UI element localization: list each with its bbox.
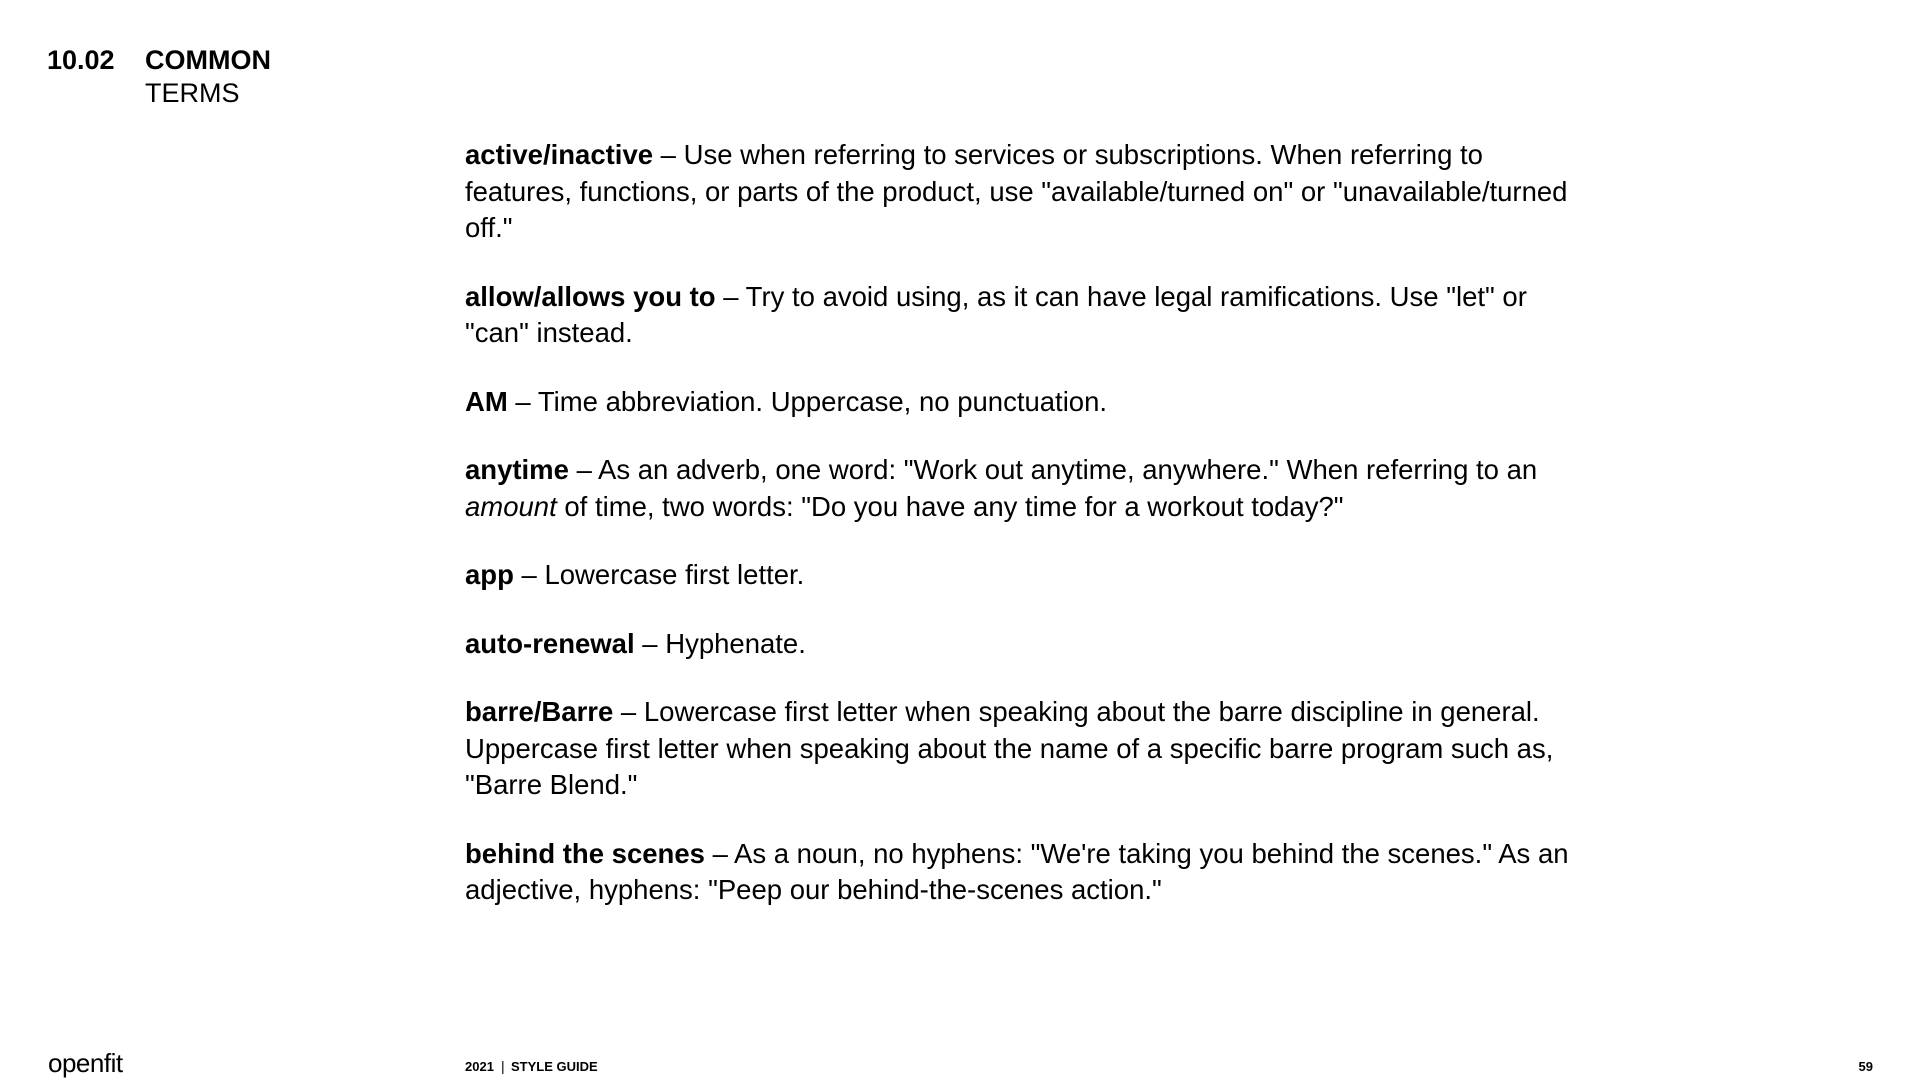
term-auto-renewal — [465, 626, 1575, 663]
term-dash: – — [653, 139, 684, 170]
term-name: anytime — [465, 454, 569, 485]
term-definition-part1: As an adverb, one word: "Work out anytime, anywhere." When referring to an — [598, 454, 1538, 485]
term-anytime — [465, 452, 1575, 525]
term-definition: Use when referring to services or subscriptions. When referring to features, functions, or parts of the product, use "available/turned on" or "unavailable/turned off." — [465, 139, 1568, 243]
footer-separator: | — [501, 1058, 505, 1074]
term-dash: – — [613, 696, 644, 727]
term-dash: – — [704, 837, 734, 869]
term-name: auto-renewal — [465, 627, 635, 659]
term-app — [465, 557, 1575, 594]
term-dash: – — [507, 385, 538, 417]
footer-guide-label: STYLE GUIDE — [511, 1059, 598, 1074]
term-allow — [465, 279, 1575, 352]
term-definition-part2: of time, two words: "Do you have any time for a workout today?" — [556, 490, 1344, 522]
term-definition: Lowercase first letter. — [544, 559, 805, 590]
term-name: app — [465, 559, 514, 590]
page-number: 59 — [1858, 1059, 1873, 1074]
term-active-inactive — [465, 137, 1575, 247]
term-dash: – — [568, 454, 598, 485]
term-name: behind the scenes — [465, 837, 705, 869]
footer-year: 2021 — [465, 1059, 494, 1074]
term-name: AM — [465, 385, 508, 417]
term-definition: Try to avoid using, as it can have legal ramifications. Use "let" or "can" instead. — [465, 280, 1527, 348]
term-name: barre/Barre — [465, 696, 614, 727]
openfit-logo: openfit — [48, 1048, 123, 1078]
section-header — [47, 44, 271, 110]
term-definition: As a noun, no hyphens: "We're taking you behind the scenes." As an adjective, hyphens: "Peep our behind-the-scenes action." — [465, 837, 1569, 905]
term-definition: Lowercase first letter when speaking about the barre discipline in general. Uppercase first letter when speaking about the name of a specific barre program such as, "Barre Blend." — [465, 696, 1554, 800]
term-dash: – — [715, 280, 746, 312]
section-title-block — [145, 44, 271, 110]
term-name: active/inactive — [465, 139, 654, 170]
term-am — [465, 384, 1575, 421]
term-definition: Time abbreviation. Uppercase, no punctuation. — [537, 385, 1108, 417]
terms-list — [465, 137, 1575, 941]
term-definition: Hyphenate. — [665, 627, 806, 659]
term-dash: – — [634, 627, 666, 659]
term-barre — [465, 694, 1575, 804]
section-title: COMMON — [145, 45, 271, 75]
section-subtitle: TERMS — [145, 78, 240, 108]
section-number: 10.02 — [47, 45, 115, 75]
term-definition-italic: amount — [465, 490, 557, 522]
term-behind-the-scenes — [465, 836, 1575, 909]
term-dash: – — [513, 559, 545, 590]
term-name: allow/allows you to — [465, 280, 716, 312]
